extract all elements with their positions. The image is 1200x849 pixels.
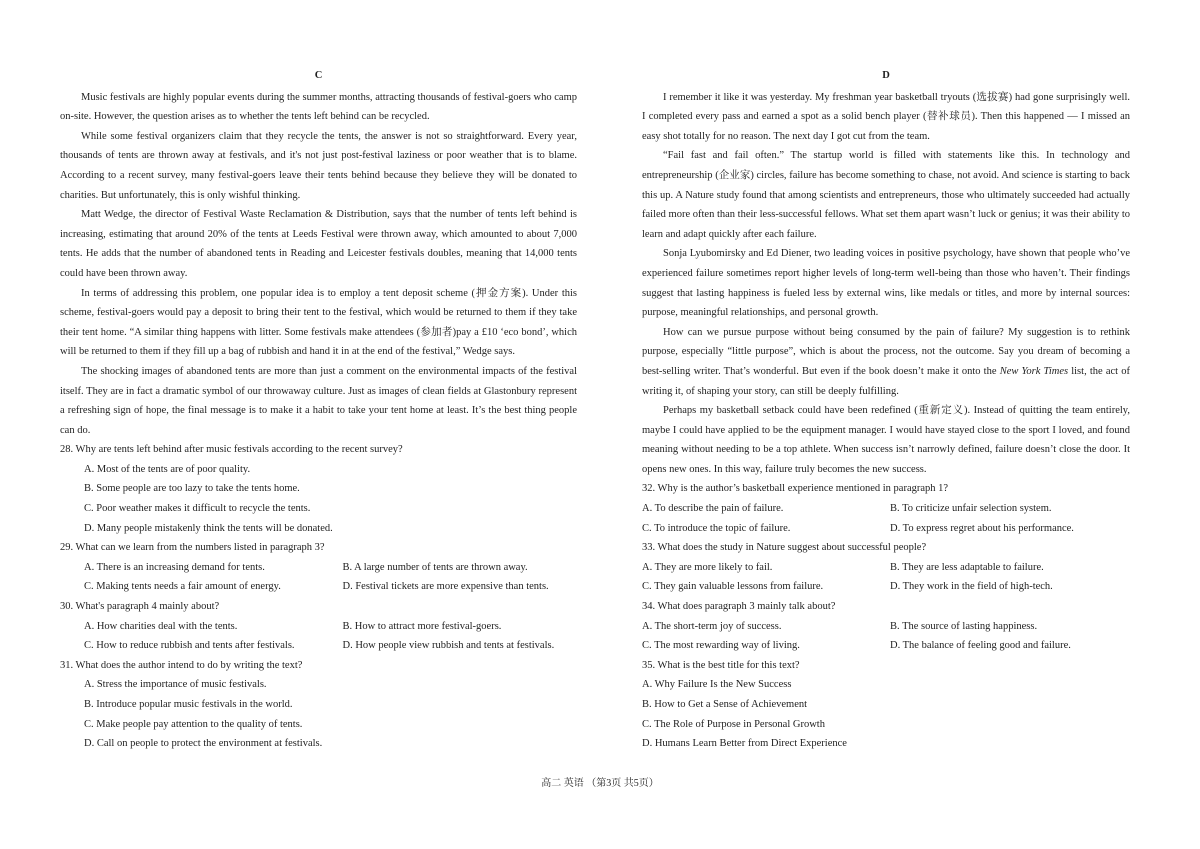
question-28 [60, 440, 577, 538]
passage-d-column [642, 66, 1130, 754]
options-row [60, 558, 577, 578]
passage-d-paragraph-5: Perhaps my basketball setback could have been redefined (重新定义). Instead of quitting the team entirely, maybe I could have applied to be the equipment manager. I would have stayed close to the sport I loved, and found meaning without needing to be a top athlete. When success isn’t narrowly defined, failure doesn’t close the door. It opens new ones. In this way, failure truly becomes the new success. [642, 405, 1130, 475]
option-d: D. Festival tickets are more expensive than tents. [342, 581, 549, 593]
question-stem: 32. Why is the author’s basketball experience mentioned in paragraph 1? [642, 483, 949, 495]
option-c: C. Make people pay attention to the quality of tents. [84, 718, 303, 730]
passage-c-heading: C [314, 70, 323, 81]
option-a: A. How charities deal with the tents. [84, 620, 238, 632]
option-d: D. To express regret about his performance. [890, 522, 1074, 534]
question-stem: 31. What does the author intend to do by writing the text? [60, 659, 303, 671]
question-33 [642, 538, 1130, 597]
option-d: D. Many people mistakenly think the tents will be donated. [84, 522, 333, 534]
options-row [642, 558, 1130, 578]
passage-c-paragraph-5: The shocking images of abandoned tents are more than just a comment on the environmental impacts of the festival itself. They are in fact a dramatic symbol of our throwaway culture. Just as images of clean fields at Glastonbury represent a refreshing sign of hope, the final message is to make it a habit to take your tent home at least. It’s the best thing people can do. [60, 365, 577, 436]
option-c: C. Making tents needs a fair amount of energy. [84, 581, 281, 593]
option-d: D. Call on people to protect the environment at festivals. [84, 738, 323, 750]
option-a: A. They are more likely to fail. [642, 561, 773, 573]
question-stem: 28. Why are tents left behind after music festivals according to the recent survey? [60, 444, 403, 456]
option-b: B. How to Get a Sense of Achievement [642, 699, 808, 710]
options-row [642, 636, 1130, 656]
option-d: D. They work in the field of high-tech. [890, 581, 1053, 593]
passage-c-paragraph-2: While some festival organizers claim that they recycle the tents, the answer is not so straightforward. Every year, thousands of tents are thrown away at festivals, and it's not just post-festival laziness or poor weather that is to blame. According to a recent survey, many festival-goers leave their tents behind because they believe they will be donated to charities. But unfortunately, this is only wishful thinking. [60, 130, 577, 201]
passage-d-paragraph-2: “Fail fast and fail often.” The startup world is filled with statements like this. In technology and entrepreneurship (企业家) circles, failure has become something to chase, not avoid. And science is starting to back this up. A Nature study found that among scientists and entrepreneurs, those who ultimately succeeded had actually failed more often than their less-successful fellows. What set them apart wasn’t luck or genius; it was their ability to learn and adapt quickly after each failure. [642, 150, 1130, 240]
passage-d-paragraph-4 [642, 323, 1130, 401]
option-c: C. They gain valuable lessons from failure. [642, 581, 824, 593]
options-row [642, 617, 1130, 637]
option-a: A. Stress the importance of music festivals. [84, 679, 267, 691]
option-b: B. Introduce popular music festivals in the world. [84, 699, 293, 710]
option-a: A. Most of the tents are of poor quality. [84, 463, 251, 475]
passage-c-paragraph-4: In terms of addressing this problem, one popular idea is to employ a tent deposit scheme (押金方案). Under this scheme, festival-goers would pay a deposit to bring their tent to the festival, which would be returned to them if they take their tent home. “A similar thing happens with litter. Some festivals make attendees (参加者)pay a £10 ‘eco bond’, which will be returned to them if they fill up a bag of rubbish and hand it in at the end of the festival,” Wedge says. [60, 287, 577, 358]
publication-name: New York Times [999, 365, 1069, 377]
options-row [60, 636, 577, 656]
passage-c-paragraph-3: Matt Wedge, the director of Festival Waste Reclamation & Distribution, says that the number of tents left behind is increasing, estimating that around 20% of the tents at Leeds Festival were thrown away, which amounted to about 7,000 tents. He adds that the number of abandoned tents in Reading and Leicester festivals doubles, meaning that 14,000 tents could have been thrown away. [60, 209, 577, 279]
page-footer: 高二 英语 （第3页 共5页） [541, 778, 659, 789]
question-stem: 29. What can we learn from the numbers listed in paragraph 3? [60, 542, 325, 554]
option-a: A. To describe the pain of failure. [642, 503, 784, 515]
question-32 [642, 479, 1130, 538]
option-b: B. They are less adaptable to failure. [890, 561, 1044, 573]
option-a: A. The short-term joy of success. [642, 620, 782, 632]
passage-c-paragraph-1: Music festivals are highly popular events during the summer months, attracting thousands of festival-goers who camp on-site. However, the question arises as to whether the tents left behind can be recycled. [60, 91, 577, 123]
option-c: C. The Role of Purpose in Personal Growth [642, 718, 825, 730]
option-c: C. To introduce the topic of failure. [642, 522, 791, 534]
option-b: B. A large number of tents are thrown away. [342, 561, 528, 573]
option-c: C. How to reduce rubbish and tents after festivals. [84, 640, 295, 652]
option-b: B. Some people are too lazy to take the tents home. [84, 483, 300, 495]
option-b: B. The source of lasting happiness. [890, 620, 1038, 632]
passage-c-column [60, 66, 577, 754]
passage-d-paragraph-3: Sonja Lyubomirsky and Ed Diener, two leading voices in positive psychology, have shown that people who’ve experienced failure sometimes report higher levels of long-term well-being than those who haven’t. Their findings suggest that lasting happiness is fueled less by external wins, like medals or titles, and more by internal sources: purpose, meaningful relationships, and personal growth. [642, 248, 1130, 319]
question-31 [60, 656, 577, 754]
paragraph-text: How can we pursue purpose without being consumed by the pain of failure? My suggestion is to rethink purpose, especially “little purpose”, which is about the process, not the outcome. Say you dream of becoming a best-selling writer. That’s wonderful. But even if the book doesn’t make it onto the [642, 326, 1130, 377]
options-row [642, 499, 1130, 519]
question-stem: 35. What is the best title for this text? [642, 659, 800, 671]
question-stem: 34. What does paragraph 3 mainly talk about? [642, 601, 836, 613]
option-c: C. Poor weather makes it difficult to recycle the tents. [84, 503, 311, 515]
question-stem: 33. What does the study in Nature suggest about successful people? [642, 542, 927, 554]
question-35 [642, 656, 1130, 754]
option-b: B. How to attract more festival-goers. [342, 620, 502, 632]
options-row [60, 617, 577, 637]
question-stem: 30. What's paragraph 4 mainly about? [60, 601, 220, 613]
passage-d-heading: D [882, 70, 890, 81]
option-b: B. To criticize unfair selection system. [890, 503, 1052, 515]
option-d: D. How people view rubbish and tents at festivals. [342, 640, 555, 652]
paragraph-text: list, the act of writing it, of shaping your story, can still be deeply fulfilling. [642, 365, 1130, 397]
options-row [60, 577, 577, 597]
question-29 [60, 538, 577, 597]
option-d: D. The balance of feeling good and failure. [890, 640, 1071, 652]
option-d: D. Humans Learn Better from Direct Experience [642, 738, 847, 750]
options-row [642, 577, 1130, 597]
options-row [642, 519, 1130, 539]
option-a: A. Why Failure Is the New Success [642, 679, 792, 691]
option-c: C. The most rewarding way of living. [642, 640, 800, 652]
option-a: A. There is an increasing demand for tents. [84, 561, 265, 573]
question-30 [60, 597, 577, 656]
question-34 [642, 597, 1130, 656]
passage-d-paragraph-1: I remember it like it was yesterday. My freshman year basketball tryouts (选拔赛) had gone surprisingly well. I completed every pass and earned a spot as a solid bench player (替补球员). Then this happened — I missed an easy shot totally for no reason. The next day I got cut from the team. [642, 91, 1130, 142]
